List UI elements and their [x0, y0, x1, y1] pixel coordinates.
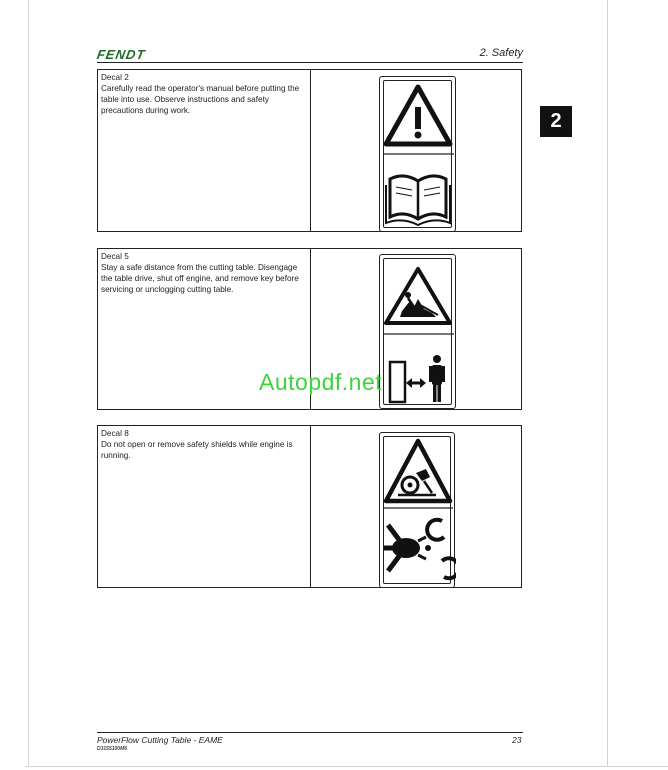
decal-5-text [101, 251, 306, 295]
cutting-hazard-warning-icon [386, 269, 450, 323]
watermark: Autopdf.net [259, 369, 383, 395]
decal-8-divider [310, 426, 311, 587]
decal-8-table [97, 425, 522, 588]
section-title: 2. Safety [479, 47, 523, 59]
page-border-left [28, 0, 29, 766]
decal-5-title: Decal 5 [101, 252, 129, 261]
page-border-right [607, 0, 608, 766]
decal-8-description: Do not open or remove safety shields while engine is running. [101, 440, 293, 460]
decal-8-title: Decal 8 [101, 429, 129, 438]
decal-2-description: Carefully read the operator's manual before putting the table into use. Observe instructions and safety precautions during work. [101, 84, 300, 115]
footer-rule [97, 732, 523, 733]
decal-2-image [379, 76, 456, 232]
decal-2-table [97, 69, 522, 232]
operator-manual-book-icon [386, 176, 450, 225]
footer-title: PowerFlow Cutting Table - EAME [97, 735, 223, 745]
decal-5-description: Stay a safe distance from the cutting table. Disengage the table drive, shut off engine, and remove key before servicing or unclogging cutting table. [101, 263, 299, 294]
fendt-logo: FENDT [95, 47, 147, 62]
header-rule [97, 62, 523, 63]
safe-distance-person-icon [390, 355, 445, 402]
chapter-tab: 2 [540, 106, 572, 137]
warning-exclamation-icon [386, 87, 450, 144]
decal-8-text [101, 428, 306, 461]
footer-doc-code: D3155100M6 [97, 746, 128, 752]
rotating-parts-hazard-icon [384, 520, 456, 579]
page-number: 23 [512, 735, 522, 745]
page-border-bottom [25, 766, 668, 767]
decal-2-title: Decal 2 [101, 73, 129, 82]
decal-2-divider [310, 70, 311, 231]
decal-2-text [101, 72, 306, 116]
entanglement-warning-icon [386, 441, 450, 501]
decal-8-image [379, 432, 455, 588]
decal-5-image [379, 254, 456, 409]
